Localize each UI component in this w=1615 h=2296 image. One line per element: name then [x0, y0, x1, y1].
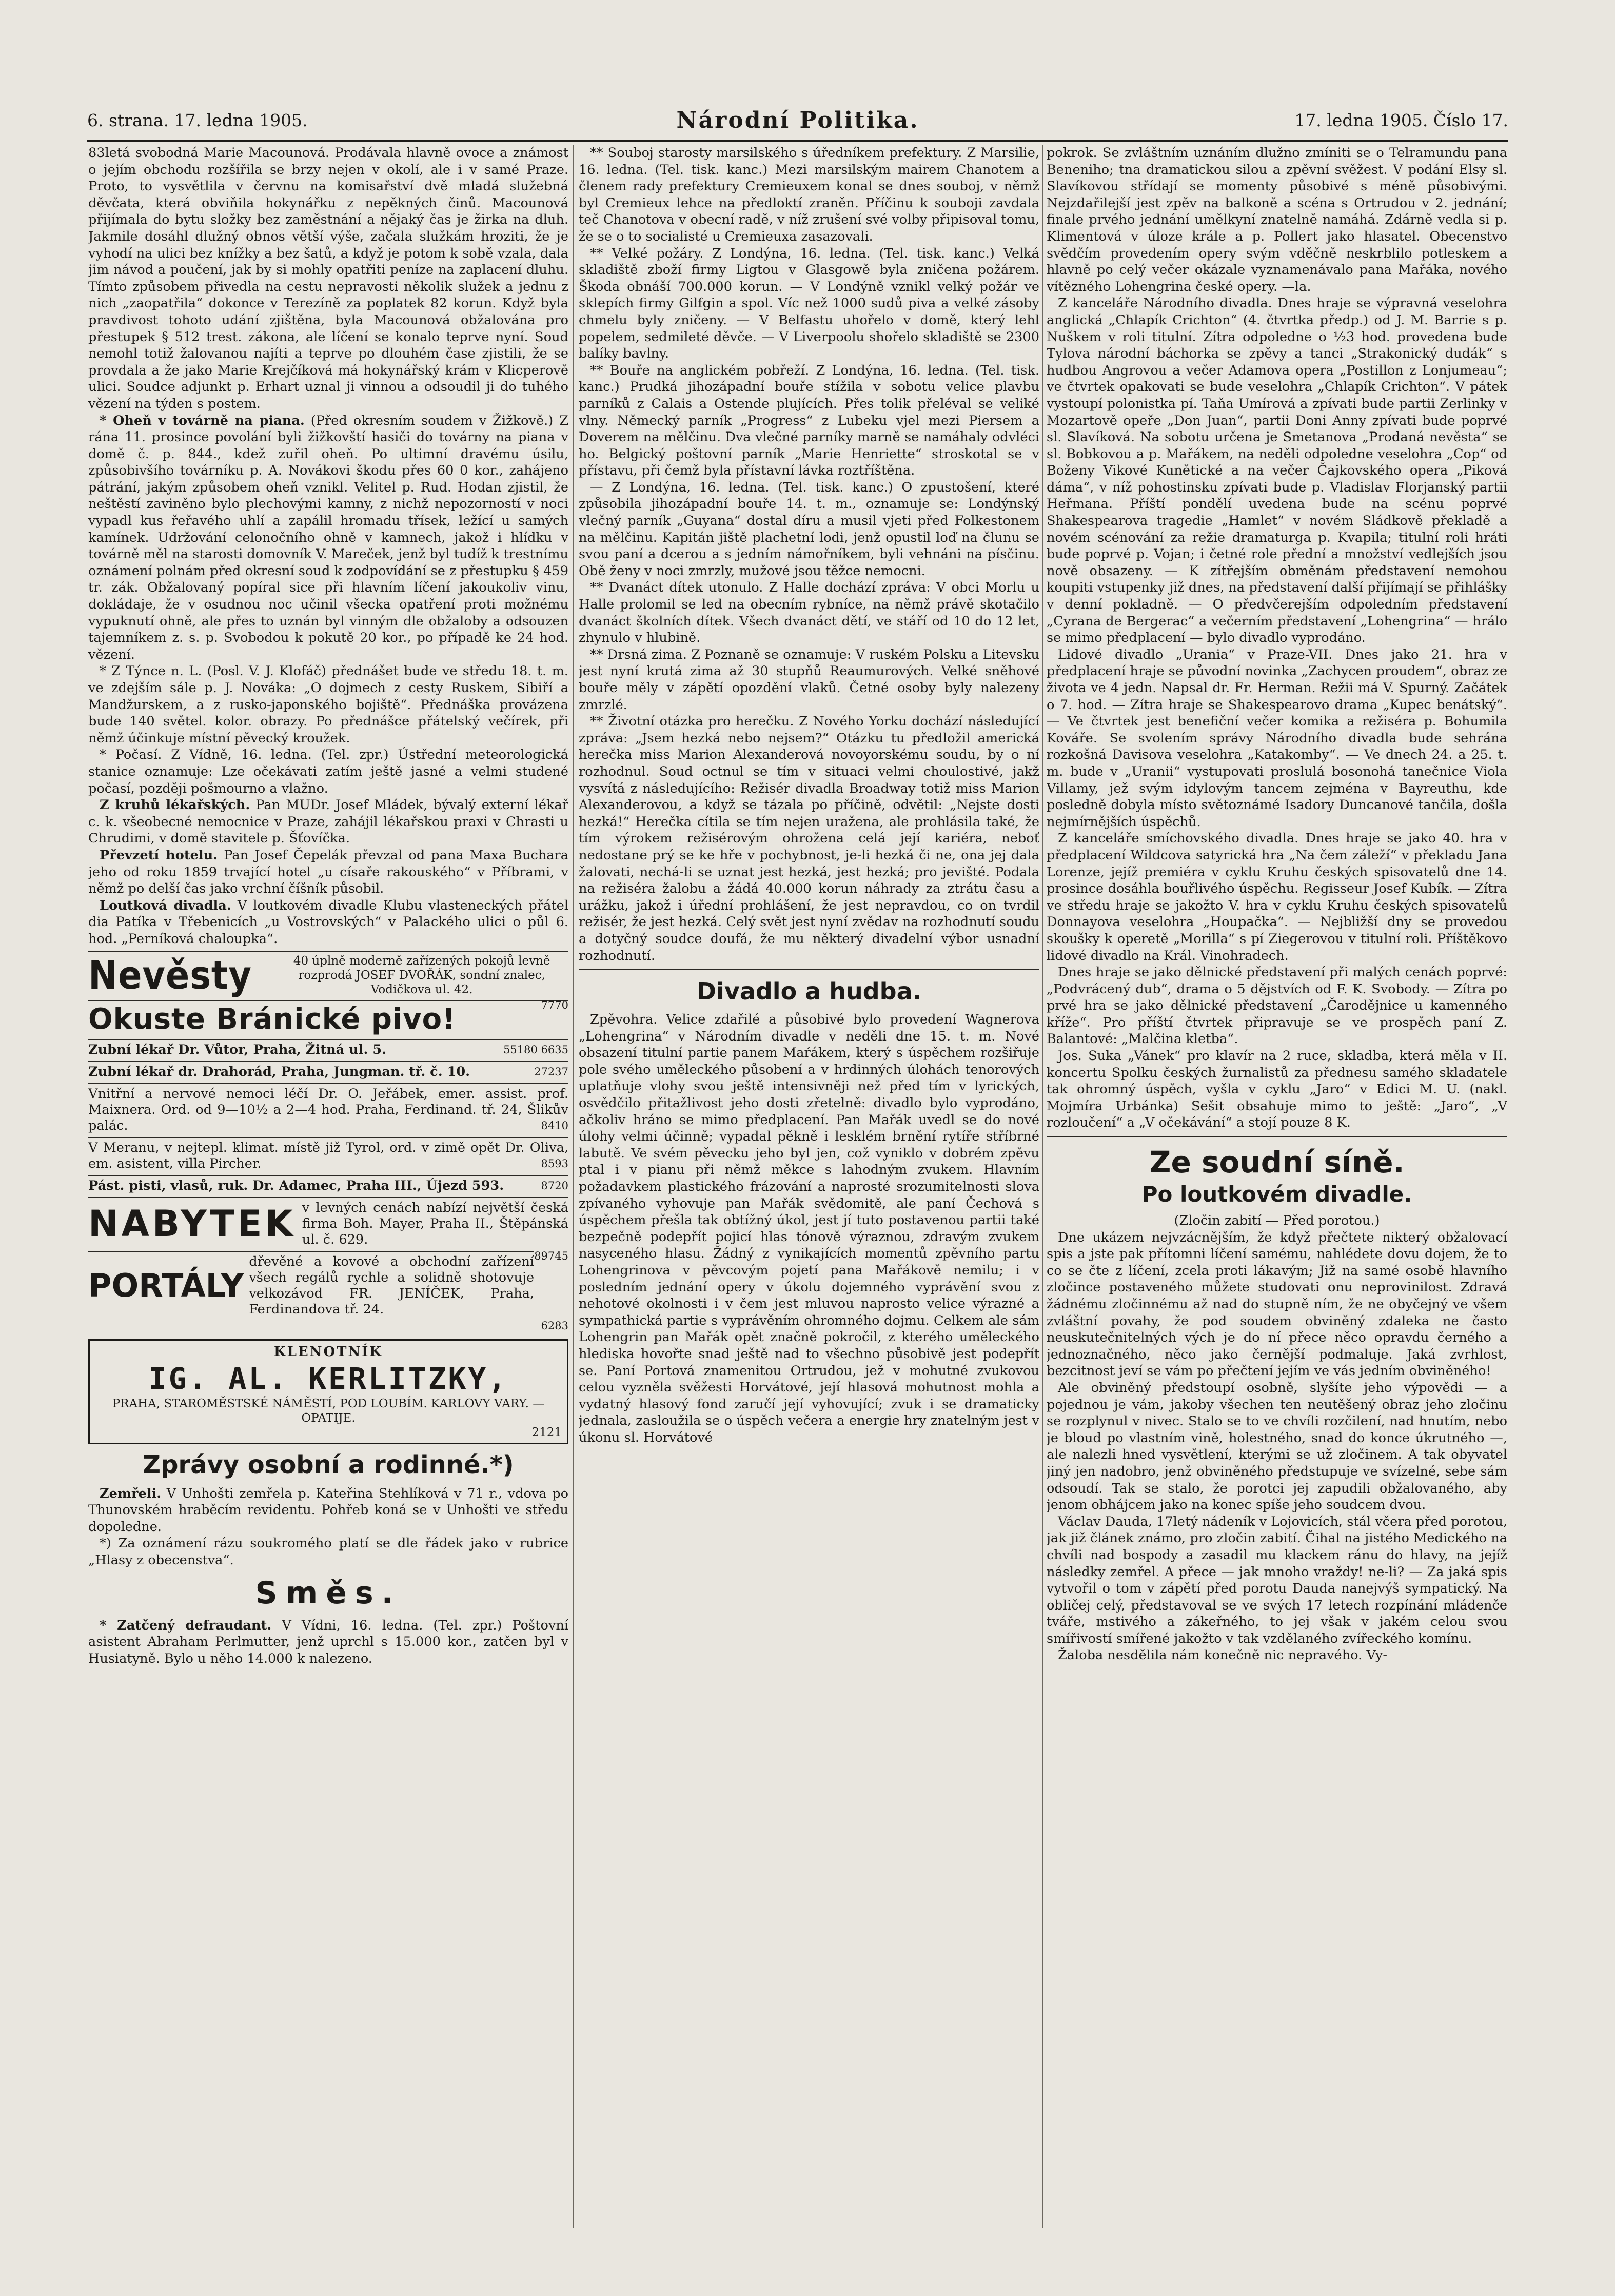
ad-headline: IG. AL. KERLITZKY,: [148, 1361, 508, 1396]
article-text: V loutkovém divadle Klubu vlasteneckých přátel dia Patíka v Třebenicích „u Vostrovských“ v Palackého ulici o půl 6. hod. „Perníková chaloupka“.: [88, 897, 568, 947]
footnote: *) Za oznámení rázu soukromého platí se dle řádek jako v rubrice „Hlasy z obecenstva“.: [88, 1536, 568, 1568]
ad-text: PRAHA, STAROMĚSTSKÉ NÁMĚSTÍ, POD LOUBÍM. KARLOVY VARY. — OPATIJE.: [112, 1397, 545, 1425]
ad-number: 27237: [534, 1065, 568, 1078]
ad-headline: PORTÁLY: [88, 1266, 244, 1304]
ad-text: Pást. pisti, vlasů, ruk. Dr. Adamec, Praha III., Újezd 593.: [88, 1178, 504, 1193]
article-text: ** Bouře na anglickém pobřeží. Z Londýna, 16. ledna. (Tel. tisk. kanc.) Prudká jihozápadní bouře stížila v sobotu velice plavbu parníků z Calais a Ostende plujících. Přes tolik přeléval se veliké vlny. Německý parník „Progress“ z Lubeku vjel mezi Piersem a Doverem na mělčinu. Dva vlečné parníky marně se namáhaly odvléci ho. Belgický poštovní parník „Marie Henriette“ stroskotal se v přístavu, při čemž byla přístavní lávka roztříštěna.: [579, 362, 1039, 479]
article-text: * Z Týnce n. L. (Posl. V. J. Klofáč) přednášet bude ve středu 18. t. m. ve zdejším sále p. J. Nováka: „O dojmech z cesty Ruskem, Sibiří a Mandžurskem, a z rusko-japonského bojiště“. Přednáška provázena bude 140 světel. kolor. obrazy. Po přednášce přátelský večírek, při němž účinkuje místní pěvecký kroužek.: [88, 663, 568, 746]
ad-text: dřevěné a kovové a obchodní zařízení všech regálů rychle a solidně shotovuje velkozávod FR. JENÍČEK, Praha, Ferdinandova tř. 24.: [249, 1253, 535, 1317]
article-paragraph: [88, 797, 568, 847]
ad-number: 2121: [531, 1425, 562, 1439]
article-text: Zpěvohra. Velice zdařilé a působivé bylo provedení Wagnerova „Lohengrina“ v Národním divadle v neděli dne 15. t. m. Nové obsazení titulní partie panem Maŕákem, který s úspěchem rozšiřuje pole svého uměleckého působení a v hrdinných úlohách tenorových uplatňuje vlohy svou ještě intensivněji než před tím v lyrických, osvědčilo přitažlivost jeho dosti zřetelně: divadlo bylo vyprodáno, ačkoliv hráno se mimo předplacení. Pan Mařák uvedl se do nové úlohy velmi účinně; vypadal pěkně i lesklém brnění rytíře stříbrné labutě. Ve svém pěvecku jeho byl jen, což vyniklo v dobrém zpěvu ptal i v pianu při němž měkce s lahodným zvukem. Hlavním požadavkem plastického frázování a naprosté srozumitelnosti slova zpívaného vyhovuje pan Mařák svědomitě, ale paní Čechová s úspěchem přešla tak obtížný úkol, jest jí tuto postavenou partii také bezpečně podepřít pojicí hlas tónově výraznou, zdravým zvukem nasyceného hlasu. Žádný z vynikajících momentů zpěvního partu Lohengrinova v pěvcovým pojetí pana Mařákově nemilu; i v posledním jednání opery v úkolu dojemného vyprávění svou z nehotové okolnosti i v čem jest mluvou naprosto velice výrazné a sympathická partie s vyprávěním ohromného dojmu. Celkem ale sám Lohengrin pan Mařák opět značně pokročil, z kterého uměleckého hlediska hovořte snad ještě nad to všechno působivě jest podepřít se. Paní Portová znamenitou Ortrudou, jež v mohutné zvukovou celou vyzněla svěžesti Horvátové, její hlasová mohutnost mohla a vydatný hlasový fond zaručí její vyhovující; zvuk i se dramaticky jednala, zasloužila se o úspěch večera a energie hry znatelným jest v úkonu sl. Horvátové: [579, 1012, 1039, 1445]
ad-number: 8593: [541, 1157, 568, 1170]
ad-text: v levných cenách nabízí největší česká firma Boh. Mayer, Praha II., Štěpánská ul. č. 629.: [302, 1200, 568, 1247]
section-heading-divadlo: Divadlo a hudba.: [579, 969, 1039, 1006]
column-1: [88, 145, 568, 2229]
ad-dentist-2: [88, 1061, 568, 1080]
article-text: Václav Dauda, 17letý nádeník v Lojovicích, stál včera před porotou, jak již článek známo, pro zločin zabití. Čihal na jistého Medického na chvíli nad bospody a zasadil mu klackem ránu do hlavy, na jejíž následky zemřel. A přece — jak mnoho vraždy! ne-li? — Za jaká spis vytvořil o tom v zápětí před porotu Dauda nanejvýš sympatický. Na obličej celý, představoval se ve svých 17 letech rozpínání mládenče tváře, mstivého a zákeřného, to jej však v jakém celou svou smířivostí smířené jakožto v tak vzdělaného zvířeckého komínu.: [1047, 1514, 1507, 1646]
article-text: ** Životní otázka pro herečku. Z Nového Yorku dochází následující zpráva: „Jsem hezká nebo nejsem?“ Otázku tu předložil americká herečka miss Marion Alexanderová novoyorskému soudu, by o ní rozhodnul. Soud octnul se tím v situaci velmi choulostivé, jakž vysvítá z následujícího: Režisér divadla Broadway totiž miss Marion Alexanderovou, a když se tázala po příčině, odvětil: „Nejste dosti hezká!“ Herečka cítila se tím nejen uražena, ale prohlásila také, že tím výrokem režisérovým ohrožena celá její kariéra, neboť nedostane prý se ke hře v pochybnost, je-li hezká či ne, ona jej dala žalovati, nechá-li se uznat jest hezká, jest hezká; pro jevišté. Podala na režiséra žalobu a žádá 40.000 korun náhrady za ztrátu času a urážku, jakož i úřední prohlášení, že jest nepravdou, co on tvrdil režisér, že jest hezká. Celý svět jest nyní zvědav na rozhodnutí soudu a dotyčný soudce doufá, že mu některý divadelní výbor usnadní rozhodnutí.: [579, 714, 1039, 964]
article-paragraph: [88, 1485, 568, 1536]
article-text: Z kanceláře Národního divadla. Dnes hraje se výpravná veselohra anglická „Chlapík Crichton“ (4. čtvrtka předp.) od J. M. Barrie s p. Nuškem v roli titulní. Zítra odpoledne o ½3 hod. provedena bude Tylova národní báchorka se zpěvy a tanci „Strakonický dudák“ s hudbou Angrovou a večer Adamova opera „Postillon z Lonjumeau“; ve čtvrtek opakovati se bude veselohra „Chlapík Crichton“. V pátek vystoupí polonistka pí. Taňa Umírová a zpívati bude partii Zerlinky v Mozartově opeře „Don Juan“, partii Doni Anny zpívati bude poprvé sl. Slavíková. Na sobotu určena je Smetanova „Prodaná nevěsta“ se sl. Bobkovou a p. Mařákem, na neděli odpoledne veselohra „Cop“ od Boženy Vikové Kunětické a na večer Čajkovského opera „Piková dáma“, v níž pohostinsku zpívati bude p. Vladislav Florjanský partii Heřmana. Příští pondělí uvedena bude na scénu poprvé Shakespearova tragedie „Hamlet“ v novém Sládkově překladě a novém scénování za režie dramaturga p. Kvapila; titulní roli hráti bude poprvé p. Vojan; i četné role přední a množství vedlejších jsou nově obsazeny. — K zítřejším obměnám představení nemohou koupiti vstupenky již dnes, na představení další přijímají se přihlášky v denní pokladně. — O předvčerejším odpoledním představení „Cyrana de Bergerac“ a večerním představení „Lohengrina“ — hrálo se mimo předplacení — bylo divadlo vyprodáno.: [1047, 296, 1507, 646]
article-text: V Vídni, 16. ledna. (Tel. zpr.) Poštovní asistent Abraham Perlmutter, jenž uprchl s 15.000 kor., zatčen byl v Husiatyně. Bylo u něho 14.000 k nalezeno.: [88, 1617, 568, 1666]
article-text: Dne ukázem nejvzácnějším, že když přečtete nikterý obžalovací spis a jste pak přítomni líčení samému, nahlédete dovu dojem, že to co se čte z líčení, zcela proti lákavým; Již na samé osobě hlavního zločince postaveného můžete studovati onu neprovinilost. Zdravá žádnému zločinnému až nad do stupně ním, že ne obyčejný ve všem zvláštní povahy, že pod soudem obviněný zdaleka ne často neuskutečnitelných vých je do ní přece něco opravdu černého a jednoznačného, něco jako černější podmaluje. Jaká zvrhlost, bezcitnost jeví se vám po přečtení jejím ve vás jedním obviněného!: [1047, 1229, 1507, 1379]
article-text: — Z Londýna, 16. ledna. (Tel. tisk. kanc.) O zpustošení, které způsobila jihozápadní bouře 14. t. m., oznamuje se: Londýnský vlečný parník „Guyana“ dostal díru a musil vjeti před Folkestonem na mělčinu. Kapitán jiště plachetní lodi, jenž opustil loď na člunu se svou paní a dcerou a s jedním námořníkem, byli vehnáni na písčinu. Obě ženy v noci zmrzly, mužové jsou těžce nemocni.: [579, 479, 1039, 579]
article-text: ** Souboj starosty marsilského s úředníkem prefektury. Z Marsilie, 16. ledna. (Tel. tisk. kanc.) Mezi marsilským mairem Chanotem a členem rady prefektury Cremieuxem konal se dnes souboj, v němž byl Cremieux lehce na předloktí zraněn. Příčinu k souboji zavdala teč Chanotova v obecní radě, v níž zrušení své volby připisoval tomu, že se o to socialisté u Cremieuxa zasazovali.: [579, 145, 1039, 244]
article-text: 83letá svobodná Marie Macounová. Prodávala hlavně ovoce a známost o jejím obchodu rozšířila se brzy nejen v okolí, ale i v samé Praze. Proto, to vysvětlila v červnu na komisařství dvě mladá služebná děvčata, která obviňila hokynářku z nepěkných činů. Macounová přijímala do bytu složky bez zaměstnání a nějaký čas je žirka na dluh. Jakmile dosáhl dlužný obnos větší výše, začala služkám hroziti, že je vyhodí na ulici bez knížky a bez šatů, a když je potom k sobě vzala, dala jim návod a poučení, jak by si mohly opatřiti peníze na zaplacení dluhu. Tímto způsobem přivedla na cestu nepravosti několik služek a jednu z nich „zaopatřila“ dokonce v Terezíně za poplatek 82 korun. Když byla pravdivost tohoto udání zjištěna, byla Macounová obžalována pro přestupek § 512 trest. zákona, ale líčení se konalo teprve nyní. Soud nemohl totiž žalovanou najíti a teprve po dlouhém čase zjistili, že se provdala a že jako Marie Krejčíková má hokynářský krám v Klicperově ulici. Soudce adjunkt p. Erhart uznal ji vinnou a odsoudil ji do tuhého vězení na týden s postem.: [88, 145, 568, 411]
article-text: Jos. Suka „Vánek“ pro klavír na 2 ruce, skladba, která měla v II. koncertu Spolku českých žurnalistů za přednesu samého skladatele tak ohromný úspěch, vyšla v cyklu „Jaro“ v Edici M. U. (nakl. Mojmíra Urbánka) Sešit obsahuje mimo to ještě: „Jaro“, „V rozloučení“ a „V očekávání“ a stojí pouze 8 K.: [1047, 1048, 1507, 1131]
article-paragraph: [88, 897, 568, 948]
column-3: [1047, 145, 1507, 2229]
article-text: ** Dvanáct dítek utonulo. Z Halle dochází zpráva: V obci Morlu u Halle prolomil se led na obecním rybníce, na němž právě skotačilo dvanáct školních dítek. Všech dvanáct dětí, ve stáří od 10 do 12 let, zhynulo v hlubině.: [579, 580, 1039, 646]
column-divider: [1042, 145, 1043, 2228]
article-text: Z kanceláře smíchovského divadla. Dnes hraje se jako 40. hra v předplacení Wildcova satyrická hra „Na čem záleží“ v překladu Jana Lorenze, jejíž premiéra v cyklu Kruhu českých spisovatelů dne 14. prosince dosáhla bouřlivého úspěchu. Regisseur Josef Kubík. — Zítra ve středu hraje se jakožto V. hra v cyklu Kruhu českých spisovatelů Donnayova veselohra „Houpačka“. — Nejbližší dny se provedou skoušky k operetě „Morilla“ s pí Ziegerovou v titulní roli. Příštěkovo lidové divadlo na Král. Vinohradech.: [1047, 831, 1507, 964]
article-lead: Zemřeli.: [100, 1485, 162, 1501]
header-page-date: 6. strana. 17. ledna 1905.: [87, 110, 308, 130]
ad-number: 8720: [541, 1179, 568, 1192]
article-text: Pan MUDr. Josef Mládek, bývalý externí lékař c. k. všeobecné nemocnice v Praze, zahájil lékařskou praxi v Chrasti u Chrudimi, v domě stavitele p. Šťovíčka.: [88, 797, 568, 847]
section-heading-smes: Směs.: [255, 1575, 402, 1611]
ad-kerlitzky-box: [88, 1339, 568, 1444]
ad-number: 8410: [541, 1119, 568, 1132]
article-text: pokrok. Se zvláštním uznáním dlužno zmíniti se o Telramundu pana Beneniho; tna dramatickou silou a zpěvní svěžest. V podání Elsy sl. Slavíkovou střídají se momenty působivé s méně působivými. Nejzdařilejší jest zpěv na balkoně a scéna s Ortrudou v 2. jednání; finale prvého jednání umělkyní znatelně namáhá. Zdárně vedla si p. Klimentová v úloze krále a p. Pollert jako hlasatel. Obecenstvo svědčím provedením opery svým vděčně neskrblilo potleskem a hlavně po celý večer okázale vyznamenávalo pana Mařáka, nového vítězného Lohengrina české opery. —la.: [1047, 145, 1507, 295]
article-headline: Po loutkovém divadle.: [1141, 1182, 1412, 1207]
article-text: * Počasí. Z Vídně, 16. ledna. (Tel. zpr.) Ústřední meteorologická stanice oznamuje: Lze očekávati zatím ještě jasné a velmi studené počasí, později pošmourno a vlažno.: [88, 747, 568, 796]
page-header: [87, 107, 1508, 141]
ad-skin-care: [88, 1175, 568, 1194]
article-text: V Unhošti zemřela p. Kateřina Stehlíková v 71 r., vdova po Thunovském hraběcím revidentu. Pohřeb koná se v Unhošti ve středu dopoledne.: [88, 1485, 568, 1535]
ad-dentist-1: [88, 1039, 568, 1058]
article-lead: Z kruhů lékařských.: [100, 797, 250, 813]
article-paragraph: [88, 413, 568, 663]
article-text: Pan Josef Čepelák převzal od pana Maxa Buchara jeho od roku 1859 trvající hotel „u císaře rakouského“ v Příbrami, v němž po delší čas jako vrchní číšník působil.: [88, 847, 568, 897]
article-text: (Před okresním soudem v Žižkově.) Z rána 11. prosince povolání byli žižkovští hasiči do továrny na piana v domě č. p. 844., kdež zuřil oheň. Po ultimní dravému úsilu, způsobivšího továrníku p. A. Novákovi škodu přes 60 0 kor., zahájeno pátrání, jakým způsobem oheň vznikl. Velitel p. Rud. Hodan zjistil, že neštěstí zaviněno bylo plechovými kamny, z nichž nepozorností v noci vypadl kus řeřavého uhlí a zapálil hromadu třísek, ležící u samých kamínek. Udržování celonočního ohně v kamnech, jakož i hlídku v továrně měl na starosti domovník V. Mareček, jenž byl tudíž k trestnímu oznámení polnám před okresní soud k zodpovídání se z přestupku § 459 tr. zák. Obžalovaný popíral sice při hlavním líčení jakoukoliv vinu, dokládaje, že v osudnou noc učinil všecka opatření proti možnému vypuknutí ohně, ale přes to uznán byl vinným dle obžaloby a odsouzen tajemníkem z. s. p. Svobodou k pokutě 20 kor., po případě ke 24 hod. vězení.: [88, 413, 568, 662]
article-paragraph: [88, 847, 568, 897]
section-heading-soudni-sin: Ze soudní síně.: [1047, 1136, 1507, 1181]
ad-number: 89745: [534, 1249, 568, 1262]
header-rule: [87, 140, 1508, 142]
ad-text: Zubní lékař Dr. Vůtor, Praha, Žitná ul. 5.: [88, 1042, 386, 1057]
article-text: Lidové divadlo „Urania“ v Praze-VII. Dnes jako 21. hra v předplacení hraje se původní novinka „Zachycen proudem“, obraz ze života ve 4 jedn. Napsal dr. Fr. Herman. Režii má V. Spurný. Začátek o 7. hod. — Zítra hraje se Shakespearovo drama „Kupec benátský“. — Ve čtvrtek jest benefiční večer komika a režiséra p. Bohumila Kováře. Se svolením správy Národního divadla bude sehrána rozkošná Davisova veselohra „Katakomby“. — Ve dnech 24. a 25. t. m. bude v „Uranii“ vystupovati proslulá bosonohá tanečnice Viola Villamy, jež svým idylovým tancem zejména v Bayreuthu, kde posledně dobyla místo světoznámé Isadory Duncanové tančila, došla nejmírnějších úspěchů.: [1047, 646, 1507, 830]
ad-branicke-pivo: Okuste Bránické pivo!: [88, 1000, 568, 1036]
ad-headline: NABYTEK: [88, 1203, 296, 1245]
ad-nevesty: [88, 951, 568, 997]
article-lead: * Oheň v továrně na piana.: [100, 413, 305, 428]
masthead-title: Národní Politika.: [676, 107, 919, 133]
ad-text: 40 úplně moderně zařízených pokojů levně rozprodá JOSEF DVOŘÁK, sondní znalec, Vodičkova ul. 42.: [293, 954, 550, 996]
ad-text: V Meranu, v nejtepl. klimat. místě již Tyrol, ord. v zimě opět Dr. Oliva, em. asistent, villa Pircher.: [88, 1140, 568, 1171]
header-date-issue: 17. ledna 1905. Číslo 17.: [1294, 110, 1508, 130]
article-lead: Loutková divadla.: [100, 897, 231, 913]
column-2: [579, 145, 1039, 2229]
ad-internal-medicine: [88, 1083, 568, 1134]
ad-number: 55180 6635: [503, 1043, 568, 1056]
article-lead: Převzetí hotelu.: [100, 847, 218, 863]
article-subheadline: (Zločin zabití — Před porotou.): [1174, 1213, 1380, 1229]
article-text: Ale obviněný předstoupí osobně, slyšíte jeho výpovědi — a pojednou je vám, jakoby všechen ten neutěšený obraz jeho zločinu se rozplynul v nivec. Stalo se to ve chvíli rozčilení, nad hnutím, nebo je bloud po vlastním vině, holestného, snad do konce úkrutného —, ale nalezli hned vysvětlení, kterými se už zločinem. A tak obyvatel jiný jen nadobro, jenž obviněného předstupuje ve svízelné, sebe sám odsoudí. Tak se stalo, že porotci jej zapudili obžalovaného, aby jenom obhájcem jako na konec spíše jeho soudcem dvou.: [1047, 1380, 1507, 1513]
ad-headline: Nevěsty: [88, 952, 252, 998]
ad-label: KLENOTNÍK: [274, 1344, 383, 1360]
article-paragraph: [88, 1617, 568, 1667]
section-heading-zpravy: Zprávy osobní a rodinné.*): [143, 1450, 514, 1479]
ad-portaly: [88, 1251, 534, 1318]
ad-text: Zubní lékař dr. Drahorád, Praha, Jungman. tř. č. 10.: [88, 1064, 470, 1080]
column-divider: [573, 145, 574, 2228]
ad-number: 7770: [541, 998, 568, 1011]
ad-text: Vnitřní a nervové nemoci léčí Dr. O. Jeřábek, emer. assist. prof. Maixnera. Ord. od 9—10½ a 2—4 hod. Praha, Ferdinand. tř. 24, Šlikův palác.: [88, 1086, 568, 1133]
article-text: Žaloba nesdělila nám konečně nic nepravého. Vy-: [1058, 1647, 1387, 1663]
article-text: ** Drsná zima. Z Poznaně se oznamuje: V ruském Polsku a Litevsku jest nyní krutá zima až 30 stupňů Reaumurových. Velké sněhové bouře měly v zápětí opozdění vlaků. Četné osoby byly nalezeny zmrzlé.: [579, 646, 1039, 713]
article-lead: * Zatčený defraudant.: [100, 1617, 272, 1633]
article-text: ** Velké požáry. Z Londýna, 16. ledna. (Tel. tisk. kanc.) Velká skladiště zboží firmy Ligtou v Glasgowě byla zničena požárem. Škoda obnáší 700.000 korun. — V Londýně vznikl velký požár ve sklepích firmy Gilfgin a spol. Víc než 1000 sudů piva a velké zásoby chmelu byly zničeny. — V Belfastu uhořelo v domě, který lehl popelem, sedmileté děvče. — V Liverpoolu shořelo skladiště se 2300 balíky bavlny.: [579, 245, 1039, 362]
article-text: Dnes hraje se jako dělnické představení při malých cenách poprvé: „Podvrácený dub“, drama o 5 dějstvích od F. K. Svobody. — Zítra po prvé hra se jako dělnické představení „Čarodějnice u kamenného kříže“. Pro příští čtvrtek připravuje se ve prospěch paní Z. Balantové: „Malčina kletba“.: [1047, 965, 1507, 1047]
ad-nabytek: [88, 1197, 568, 1248]
ad-meran: [88, 1137, 568, 1172]
ad-number: 6283: [541, 1319, 568, 1332]
